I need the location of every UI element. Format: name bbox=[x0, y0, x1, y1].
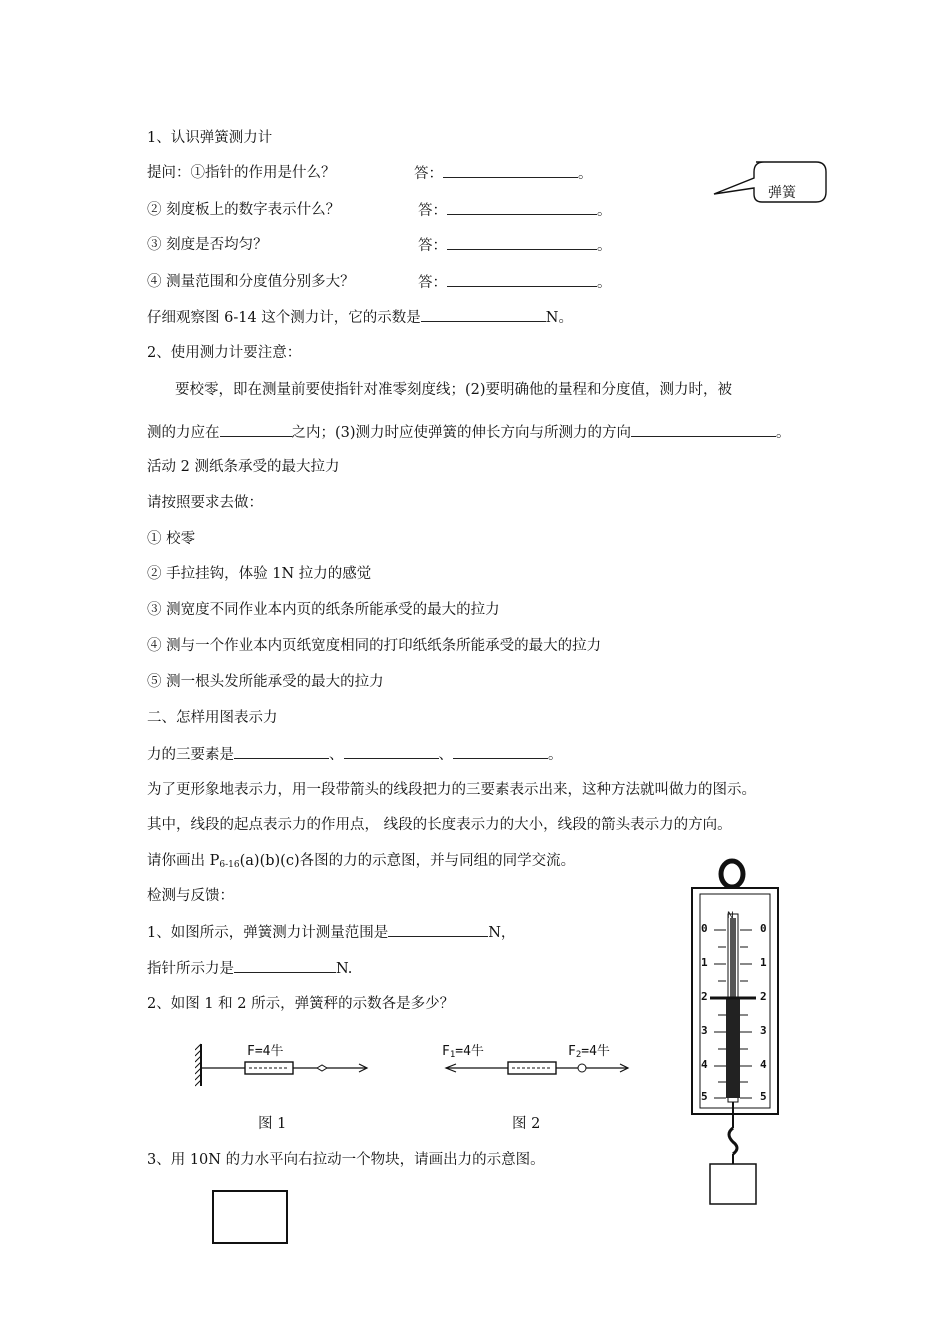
element-blank-3[interactable] bbox=[453, 744, 548, 759]
activity2-intro: 请按照要求去做： bbox=[147, 495, 263, 511]
answer-3: 答： 。 bbox=[418, 235, 612, 256]
spring-callout bbox=[712, 160, 830, 204]
scale-tick-label-left: 1 bbox=[701, 956, 708, 969]
observe-blank[interactable] bbox=[421, 307, 546, 322]
activity-step: ⑤ 测一根头发所能承受的最大的拉力 bbox=[147, 674, 384, 690]
answer-blank-2[interactable] bbox=[447, 200, 597, 215]
scale-tick-label-right: 3 bbox=[760, 1024, 767, 1037]
element-blank-1[interactable] bbox=[234, 744, 329, 759]
part2-para3: 请你画出 $P_{6-16}(a)(b)(c)$各图的力的示意图，并与同组的同学交流。 bbox=[147, 853, 576, 870]
observe-line: 仔细观察图 6-14 这个测力计，它的示数是 N。 bbox=[147, 307, 573, 328]
section2-para1: 要校零，即在测量前要使指针对准零刻度线；(2)要明确他的量程和分度值，测力时，被 bbox=[175, 382, 733, 398]
callout-label: 弹簧 bbox=[768, 185, 796, 201]
activity-step: ④ 测与一个作业本内页纸宽度相同的打印纸纸条所能承受的最大的拉力 bbox=[147, 638, 602, 654]
scale-tick-label-left: 0 bbox=[701, 922, 708, 935]
scale-tick-label-right: 4 bbox=[760, 1058, 767, 1071]
scale-tick-label-right: 2 bbox=[760, 990, 767, 1003]
feedback-title: 检测与反馈： bbox=[147, 888, 234, 904]
question-3: ③ 刻度是否均匀？ bbox=[147, 237, 268, 253]
scale-tick-label-right: 5 bbox=[760, 1090, 767, 1103]
scale-tick-label-right: 1 bbox=[760, 956, 767, 969]
figure-1-caption: 图 1 bbox=[258, 1116, 287, 1132]
answer-4: 答： 。 bbox=[418, 272, 612, 293]
range-blank[interactable] bbox=[220, 422, 292, 437]
force-answer-blank[interactable] bbox=[234, 958, 336, 973]
element-blank-2[interactable] bbox=[344, 744, 439, 759]
three-elements-line: 力的三要素是 、 、 。 bbox=[147, 744, 563, 765]
scale-tick-label-left: 4 bbox=[701, 1058, 708, 1071]
answer-blank-1[interactable] bbox=[443, 163, 578, 178]
question-2: ② 刻度板上的数字表示什么？ bbox=[147, 202, 341, 218]
scale-tick-label-left: 2 bbox=[701, 990, 708, 1003]
activity2-title: 活动 2 测纸条承受的最大拉力 bbox=[147, 459, 340, 475]
figure-1 bbox=[195, 1040, 375, 1090]
feedback-q3: 3、用 10N 的力水平向右拉动一个物块，请画出力的示意图。 bbox=[147, 1152, 545, 1168]
scale-tick-label-right: 0 bbox=[760, 922, 767, 935]
figure-2-label-right: $F_2=4$牛 bbox=[568, 1044, 610, 1060]
part2-para1: 为了更形象地表示力，用一段带箭头的线段把力的三要素表示出来，这种方法就叫做力的图示。 bbox=[147, 782, 756, 798]
direction-blank[interactable] bbox=[631, 422, 776, 437]
feedback-q1a: 1、如图所示，弹簧测力计测量范围是 N， bbox=[147, 922, 515, 943]
activity-step: ② 手拉挂钩，体验 1N 拉力的感觉 bbox=[147, 566, 372, 582]
question-4: ④ 测量范围和分度值分别多大？ bbox=[147, 274, 355, 290]
feedback-q1b: 指针所示力是 N. bbox=[147, 958, 352, 979]
scale-tick-label-left: 5 bbox=[701, 1090, 708, 1103]
figure-1-spring-diagram-icon bbox=[195, 1040, 375, 1090]
answer-blank-3[interactable] bbox=[447, 235, 597, 250]
scale-tick-label-left: 3 bbox=[701, 1024, 708, 1037]
block-drawing-box[interactable] bbox=[212, 1190, 288, 1244]
scale-unit: N bbox=[727, 911, 734, 921]
figure-1-label: F=4牛 bbox=[247, 1044, 284, 1059]
spring-scale-figure bbox=[688, 858, 788, 1228]
section2-title: 2、使用测力计要注意： bbox=[147, 345, 302, 361]
answer-2: 答： 。 bbox=[418, 200, 612, 221]
range-answer-blank[interactable] bbox=[388, 922, 488, 937]
answer-blank-4[interactable] bbox=[447, 272, 597, 287]
part2-para2: 其中，线段的起点表示力的作用点， 线段的长度表示力的大小，线段的箭头表示力的方向。 bbox=[147, 817, 732, 833]
feedback-q2: 2、如图 1 和 2 所示，弹簧秤的示数各是多少？ bbox=[147, 996, 455, 1012]
section2-para2: 测的力应在 之内；(3)测力时应使弹簧的伸长方向与所测力的方向 。 bbox=[147, 422, 791, 443]
figure-2 bbox=[440, 1040, 635, 1090]
question-1: 提问：①指针的作用是什么？ bbox=[147, 165, 336, 181]
activity-step: ① 校零 bbox=[147, 531, 196, 547]
activity-step: ③ 测宽度不同作业本内页的纸条所能承受的最大的拉力 bbox=[147, 602, 500, 618]
figure-2-caption: 图 2 bbox=[512, 1116, 541, 1132]
part2-title: 二、怎样用图表示力 bbox=[147, 710, 278, 726]
spring-scale-icon bbox=[688, 858, 788, 1228]
answer-1: 答： 。 bbox=[414, 163, 593, 184]
figure-2-label-left: $F_1=4$牛 bbox=[442, 1044, 484, 1060]
section1-title: 1、认识弹簧测力计 bbox=[147, 130, 273, 146]
